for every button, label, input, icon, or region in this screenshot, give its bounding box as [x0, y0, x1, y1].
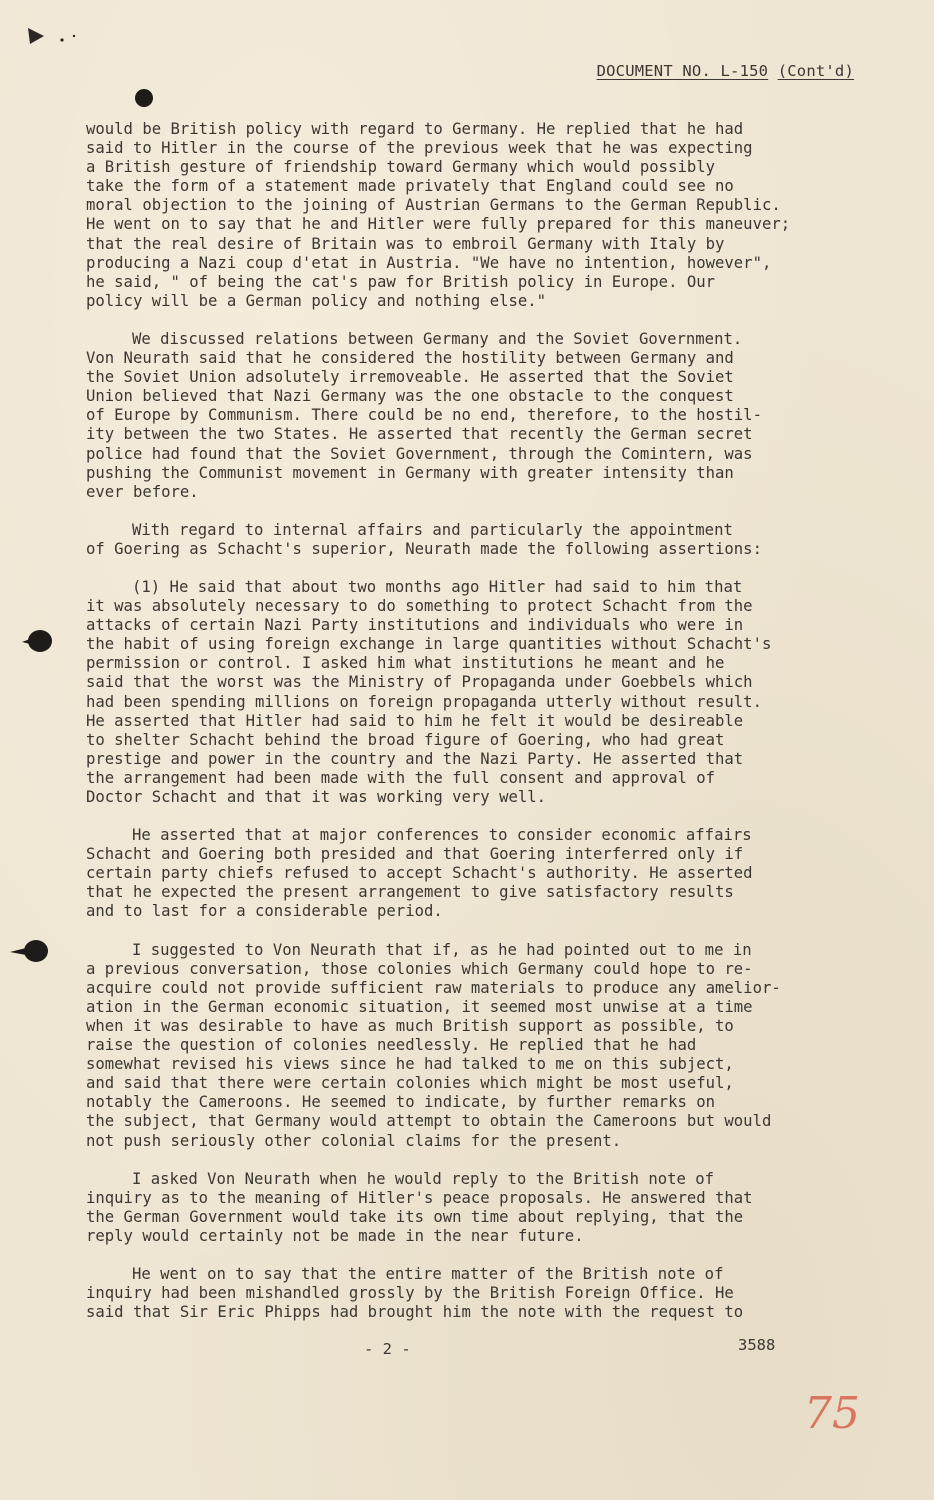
paragraph	[86, 1170, 811, 1246]
text-line: of Goering as Schacht's superior, Neurath made the following assertions:	[86, 539, 762, 558]
text-line: Union believed that Nazi Germany was the one obstacle to the conquest	[86, 387, 734, 406]
text-line: said that the worst was the Ministry of Propaganda under Goebbels which	[86, 673, 753, 692]
text-line: He went on to say that he and Hitler were fully prepared for this maneuver;	[86, 215, 791, 234]
text-line: inquiry as to the meaning of Hitler's peace proposals. He answered that	[86, 1188, 753, 1207]
text-line: the Soviet Union adsolutely irremoveable. He asserted that the Soviet	[86, 368, 734, 387]
text-line: notably the Cameroons. He seemed to indicate, by further remarks on	[86, 1093, 716, 1112]
text-line: attacks of certain Nazi Party institutions and individuals who were in	[86, 616, 744, 635]
paragraph	[86, 120, 811, 311]
text-line: We discussed relations between Germany and the Soviet Government.	[132, 329, 743, 348]
text-line: somewhat revised his views since he had talked to me on this subject,	[86, 1055, 734, 1074]
paragraph	[86, 941, 811, 1151]
text-line: police had found that the Soviet Government, through the Comintern, was	[86, 444, 753, 463]
text-line: ever before.	[86, 482, 199, 501]
text-line: said that Sir Eric Phipps had brought him the note with the request to	[86, 1303, 744, 1322]
text-line: producing a Nazi coup d'etat in Austria. "We have no intention, however",	[86, 253, 772, 272]
text-line: not push seriously other colonial claims for the present.	[86, 1131, 622, 1150]
text-line: would be British policy with regard to Germany. He replied that he had	[86, 120, 744, 138]
text-line: that he expected the present arrangement to give satisfactory results	[86, 883, 734, 902]
letter-body	[86, 120, 811, 1341]
text-line: he said, " of being the cat's paw for British policy in Europe. Our	[86, 272, 716, 291]
text-line: Von Neurath said that he considered the hostility between Germany and	[86, 349, 734, 368]
text-line: reply would certainly not be made in the near future.	[86, 1226, 584, 1245]
text-line: permission or control. I asked him what institutions he meant and he	[86, 654, 725, 673]
text-line: a British gesture of friendship toward Germany which would possibly	[86, 158, 716, 177]
text-line: acquire could not provide sufficient raw materials to produce any amelior-	[86, 978, 781, 997]
document-number-header	[597, 62, 854, 80]
document-number: DOCUMENT NO. L-150	[596, 62, 769, 80]
text-line: and to last for a considerable period.	[86, 902, 443, 921]
text-line: it was absolutely necessary to do something to protect Schacht from the	[86, 597, 753, 616]
corner-ink-mark	[22, 24, 82, 48]
text-line: Doctor Schacht and that it was working very well.	[86, 788, 547, 806]
punch-hole-mark	[132, 86, 156, 110]
page-number: - 2 -	[364, 1340, 411, 1358]
text-line: the subject, that Germany would attempt to obtain the Cameroons but would	[86, 1112, 772, 1131]
text-line: said to Hitler in the course of the previous week that he was expecting	[86, 139, 753, 158]
text-line: of Europe by Communism. There could be no end, therefore, to the hostil-	[86, 406, 762, 425]
text-line: ity between the two States. He asserted that recently the German secret	[86, 425, 753, 444]
text-line: the German Government would take its own time about replying, that the	[86, 1207, 744, 1226]
text-line: when it was desirable to have as much British support as possible, to	[86, 1016, 734, 1035]
text-line: inquiry had been mishandled grossly by the British Foreign Office. He	[86, 1284, 734, 1303]
paragraph	[86, 1265, 811, 1322]
text-line: to shelter Schacht behind the broad figure of Goering, who had great	[86, 730, 725, 749]
text-line: the arrangement had been made with the full consent and approval of	[86, 768, 716, 787]
text-line: pushing the Communist movement in Germany with greater intensity than	[86, 463, 734, 482]
text-line: He asserted that Hitler had said to him he felt it would be desireable	[86, 711, 744, 730]
text-line: ation in the German economic situation, it seemed most unwise at a time	[86, 997, 753, 1016]
text-line: moral objection to the joining of Austrian Germans to the German Republic.	[86, 196, 781, 215]
paragraph	[86, 330, 811, 502]
paragraph	[86, 826, 811, 921]
handwritten-number-text: 75	[804, 1388, 860, 1438]
binder-hole-mark	[8, 934, 54, 968]
text-line: and said that there were certain colonies which might be most useful,	[86, 1074, 734, 1093]
text-line: I suggested to Von Neurath that if, as he had pointed out to me in	[132, 940, 752, 959]
text-line: Schacht and Goering both presided and that Goering interferred only if	[86, 845, 744, 864]
text-line: prestige and power in the country and the Nazi Party. He asserted that	[86, 749, 744, 768]
binder-hole-mark	[20, 624, 60, 658]
paragraph	[86, 578, 811, 807]
document-code: 3588	[738, 1336, 776, 1354]
text-line: a previous conversation, those colonies which Germany could hope to re-	[86, 959, 753, 978]
text-line: He asserted that at major conferences to consider economic affairs	[132, 826, 752, 845]
text-line: take the form of a statement made privately that England could see no	[86, 177, 734, 196]
paragraph	[86, 521, 811, 559]
text-line: that the real desire of Britain was to embroil Germany with Italy by	[86, 234, 725, 253]
text-line: I asked Von Neurath when he would reply to the British note of	[132, 1169, 715, 1188]
text-line: certain party chiefs refused to accept Schacht's authority. He asserted	[86, 864, 753, 883]
handwritten-page-number	[800, 1388, 880, 1438]
text-line: had been spending millions on foreign propaganda utterly without result.	[86, 692, 762, 711]
continued-label: (Cont'd)	[777, 62, 854, 80]
text-line: the habit of using foreign exchange in large quantities without Schacht's	[86, 635, 772, 654]
text-line: He went on to say that the entire matter of the British note of	[132, 1264, 724, 1283]
text-line: policy will be a German policy and nothing else."	[86, 291, 547, 310]
text-line: With regard to internal affairs and particularly the appointment	[132, 520, 733, 539]
text-line: (1) He said that about two months ago Hitler had said to him that	[132, 577, 743, 596]
text-line: raise the question of colonies needlessly. He replied that he had	[86, 1036, 697, 1055]
